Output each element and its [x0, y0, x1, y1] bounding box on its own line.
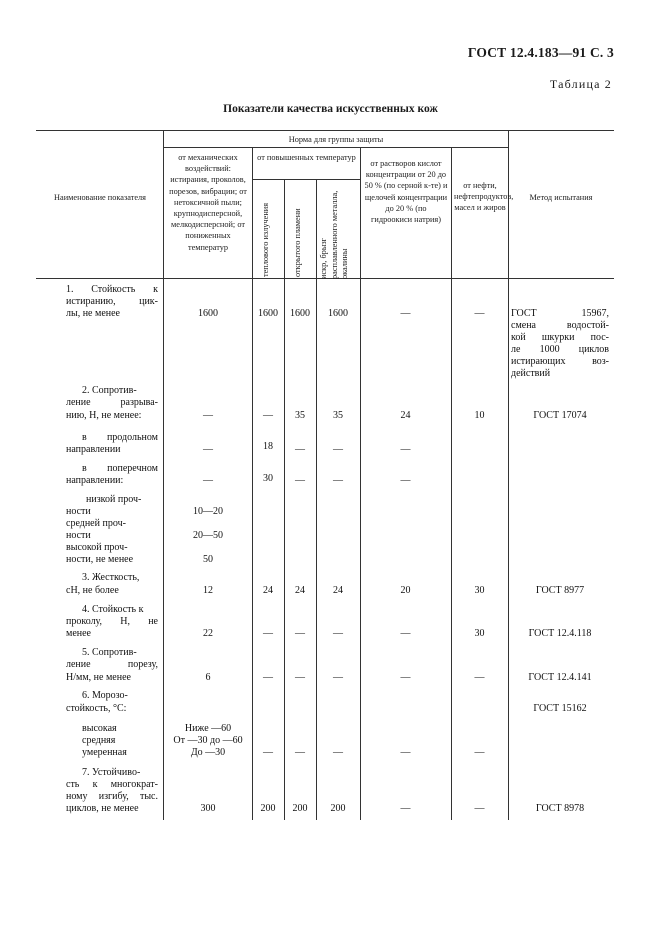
cell-flame: — — [295, 444, 305, 455]
cell-heat: — — [263, 628, 273, 639]
table-title: Показатели качества искусственных кож — [223, 103, 438, 115]
cell-heat: — — [263, 747, 273, 758]
header-acid: от растворов кислот концентрации от 20 до 50 % (по серной к-те) и щелочей концентрации до 20 % (по гидроокиси натрия) — [364, 159, 448, 225]
row-name: сН, не более — [66, 585, 119, 596]
cell-method: ГОСТ 12.4.118 — [528, 628, 592, 639]
cell-heat: — — [263, 410, 273, 421]
cell-mech: 50 — [203, 554, 213, 565]
cell-mech: 22 — [203, 628, 213, 639]
row-name: 6. Морозо- — [82, 690, 128, 701]
cell-metal: 1600 — [328, 308, 348, 319]
cell-flame: — — [295, 672, 305, 683]
cell-acid: — — [400, 747, 411, 758]
header-method: Метод испытания — [529, 193, 593, 202]
cell-mech: 6 — [205, 672, 211, 683]
row-name: направлении — [66, 444, 121, 455]
table-label: Таблица 2 — [549, 77, 612, 91]
cell-mech: 1600 — [198, 308, 218, 319]
cell-oil: — — [474, 747, 485, 758]
cell-metal: 24 — [333, 585, 343, 596]
cell-method: ГОСТ 8978 — [535, 803, 585, 814]
row-name: менее — [66, 628, 91, 639]
header-metal: искр, брызг расплавленного металла, окалины — [319, 190, 349, 279]
row-name: 7. Устойчиво- — [82, 767, 141, 778]
cell-metal: 200 — [330, 803, 346, 814]
cell-metal: — — [333, 747, 343, 758]
cell-mech: 12 — [203, 585, 213, 596]
row-name: низкой проч- — [86, 494, 142, 505]
cell-mech: 20—50 — [193, 530, 223, 541]
row-name: в поперечном — [82, 463, 158, 474]
cell-acid: — — [400, 628, 411, 639]
row-name: ление разрыва- — [66, 397, 158, 408]
cell-flame: 200 — [292, 803, 308, 814]
row-name: высокая — [82, 723, 117, 734]
cell-method: кой шкурки пос- — [511, 332, 609, 343]
row-name: средней проч- — [66, 518, 126, 529]
cell-heat: 24 — [263, 585, 273, 596]
cell-metal: — — [333, 444, 343, 455]
row-name: 2. Сопротив- — [82, 385, 137, 396]
cell-oil: 10 — [474, 410, 485, 421]
col-divider-3 — [284, 179, 285, 820]
cell-method: ГОСТ 15162 — [533, 703, 587, 714]
cell-metal: — — [333, 628, 343, 639]
row-name: Н/мм, не менее — [66, 672, 131, 683]
cell-oil: — — [474, 672, 485, 683]
cell-flame: 1600 — [290, 308, 310, 319]
table-top-rule — [36, 130, 614, 131]
cell-mech: До —30 — [190, 747, 226, 758]
cell-mech: — — [203, 444, 213, 455]
cell-method: смена водостой- — [511, 320, 609, 331]
cell-heat: 200 — [260, 803, 276, 814]
cell-heat: 18 — [263, 441, 273, 452]
header-heat-rad: теплового излучения — [261, 202, 270, 277]
row-name: направлении: — [66, 475, 124, 486]
cell-method: ГОСТ 17074 — [533, 410, 587, 421]
cell-heat: — — [263, 672, 273, 683]
cell-heat: 30 — [263, 473, 273, 484]
cell-acid: 24 — [400, 410, 411, 421]
row-name: стойкость, °С: — [66, 703, 127, 714]
row-name: ности — [66, 530, 91, 541]
row-name: циклов, не менее — [66, 803, 139, 814]
cell-flame: 24 — [295, 585, 305, 596]
row-name: 5. Сопротив- — [82, 647, 137, 658]
cell-acid: — — [400, 308, 411, 319]
cell-method: ГОСТ 15967, — [511, 308, 609, 319]
cell-mech: 300 — [200, 803, 216, 814]
cell-acid: — — [400, 672, 411, 683]
row-name: нию, Н, не менее: — [66, 410, 142, 421]
col-divider-4 — [316, 179, 317, 820]
header-hightemp: от повышенных температур — [257, 153, 356, 162]
cell-oil: 30 — [474, 628, 485, 639]
cell-mech: От —30 до —60 — [173, 735, 243, 746]
cell-oil: — — [474, 308, 485, 319]
row-name: высокой проч- — [66, 542, 128, 553]
cell-oil: — — [474, 803, 485, 814]
col-divider-6 — [451, 147, 452, 820]
page-header: ГОСТ 12.4.183—91 С. 3 — [467, 45, 614, 60]
cell-metal: — — [333, 672, 343, 683]
cell-flame: — — [295, 628, 305, 639]
hightemp-header-rule — [252, 179, 360, 180]
cell-method: истирающих воз- — [511, 356, 609, 367]
cell-acid: — — [400, 444, 411, 455]
row-name: проколу, Н, не — [66, 616, 158, 627]
cell-acid: 20 — [400, 585, 411, 596]
col-divider-7 — [508, 130, 509, 820]
norm-header-rule — [163, 147, 508, 148]
cell-metal: — — [333, 475, 343, 486]
cell-acid: — — [400, 475, 411, 486]
row-name: 1. Стойкость к — [66, 284, 158, 295]
cell-method: ГОСТ 12.4.141 — [528, 672, 592, 683]
row-name: в продольном — [82, 432, 158, 443]
cell-acid: — — [400, 803, 411, 814]
cell-mech: 10—20 — [193, 506, 223, 517]
cell-metal: 35 — [333, 410, 343, 421]
row-name: лы, не менее — [66, 308, 120, 319]
cell-oil: 30 — [474, 585, 485, 596]
cell-method: ГОСТ 8977 — [535, 585, 585, 596]
cell-mech: Ниже —60 — [184, 723, 232, 734]
cell-flame: 35 — [295, 410, 305, 421]
header-norm: Норма для группы защиты — [288, 135, 384, 144]
cell-method: действий — [511, 368, 551, 379]
header-mech: от механических воздействий: истирания, проколов, порезов, вибрации; от нетоксичной пыли; крупнодисперсной, мелкодисперсной; от пониженных температур — [169, 153, 247, 252]
row-name: сть к многократ- — [66, 779, 158, 790]
header-oil: от нефти, нефтепродуктов, масел и жиров — [454, 181, 514, 213]
cell-mech: — — [203, 475, 213, 486]
cell-flame: — — [295, 475, 305, 486]
cell-mech: — — [203, 410, 213, 421]
header-flame: открытого пламени — [293, 208, 302, 277]
cell-flame: — — [295, 747, 305, 758]
row-name: ности — [66, 506, 91, 517]
cell-heat: 1600 — [258, 308, 278, 319]
row-name: умеренная — [82, 747, 127, 758]
row-name: 3. Жесткость, — [82, 572, 140, 583]
row-name: 4. Стойкость к — [82, 604, 144, 615]
header-name: Наименование показателя — [54, 193, 146, 202]
row-name: ление порезу, — [66, 659, 158, 670]
row-name: истиранию, цик- — [66, 296, 158, 307]
cell-method: ле 1000 циклов — [511, 344, 609, 355]
row-name: средняя — [82, 735, 116, 746]
row-name: ности, не менее — [66, 554, 134, 565]
row-name: ному изгибу, тыс. — [66, 791, 158, 802]
